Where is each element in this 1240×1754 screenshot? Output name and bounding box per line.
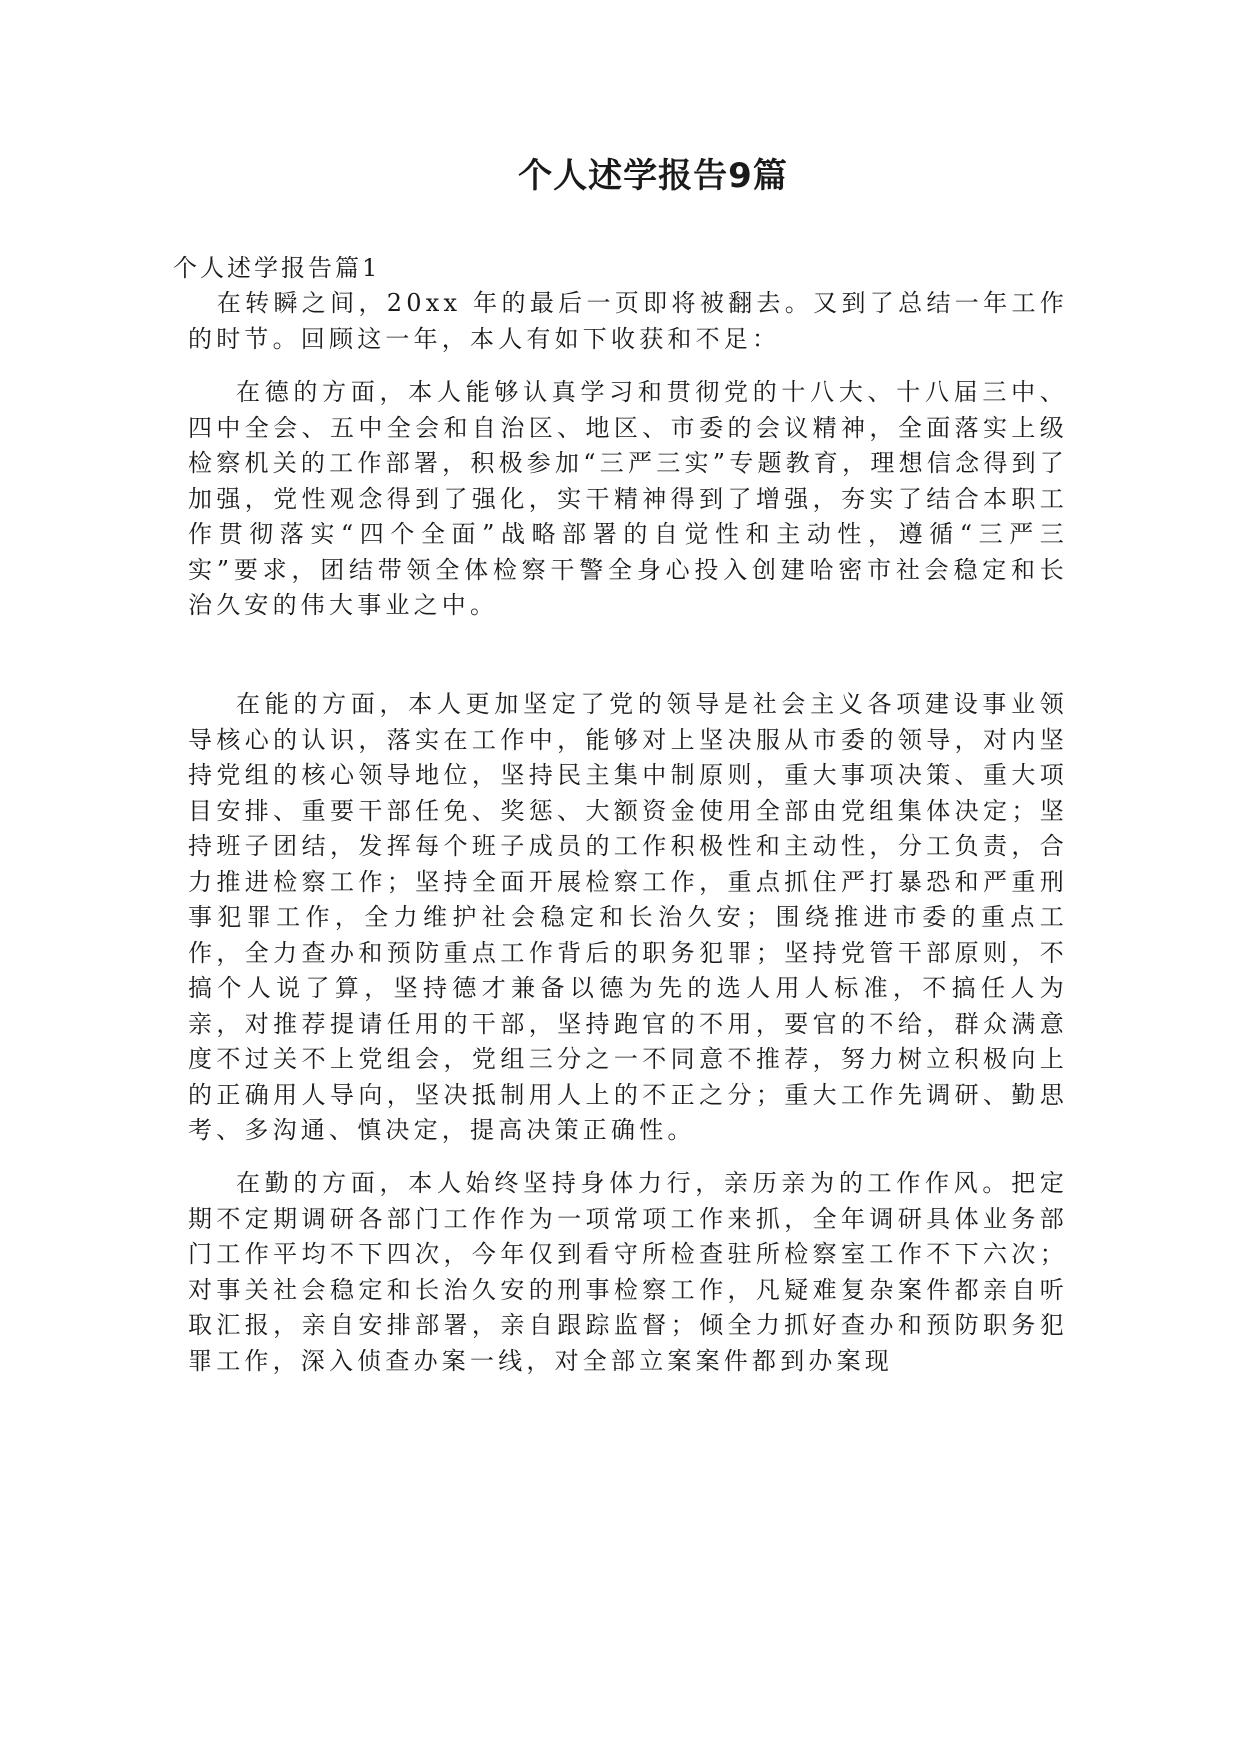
document-title: 个人述学报告9篇 bbox=[518, 156, 788, 196]
paragraph-diligence: 在勤的方面，本人始终坚持身体力行，亲历亲为的工作作风。把定期不定期调研各部门工作作为一项常项工作来抓，全年调研具体业务部门工作平均不下四次，今年仅到看守所检查驻所检察室工作不下六次；对事关社会稳定和长治久安的刑事检察工作，凡疑难复杂案件都亲自听取汇报，亲自安排部署，亲自跟踪监督；倾全力抓好查办和预防职务犯罪工作，深入侦查办案一线，对全部立案案件都到办案现 bbox=[188, 1169, 1068, 1375]
paragraph-ability: 在能的方面，本人更加坚定了党的领导是社会主义各项建设事业领导核心的认识，落实在工作中，能够对上坚决服从市委的领导，对内坚持党组的核心领导地位，坚持民主集中制原则，重大事项决策、重大项目安排、重要干部任免、奖惩、大额资金使用全部由党组集体决定；坚持班子团结，发挥每个班子成员的工作积极性和主动性，分工负责，合力推进检察工作；坚持全面开展检察工作，重点抓住严打暴恐和严重刑事犯罪工作，全力维护社会稳定和长治久安；围绕推进市委的重点工作，全力查办和预防重点工作背后的职务犯罪；坚持党管干部原则，不搞个人说了算，坚持德才兼备以德为先的选人用人标准，不搞任人为亲，对推荐提请任用的干部，坚持跑官的不用，要官的不给，群众满意度不过关不上党组会，党组三分之一不同意不推荐，努力树立积极向上的正确用人导向，坚决抵制用人上的不正之分；重大工作先调研、勤思考、多沟通、慎决定，提高决策正确性。 bbox=[188, 690, 1068, 1144]
section-heading: 个人述学报告篇1 bbox=[173, 254, 381, 282]
paragraph-intro: 在转瞬之间，20xx 年的最后一页即将被翻去。又到了总结一年工作的时节。回顾这一年，本人有如下收获和不足： bbox=[188, 289, 1068, 353]
paragraph-morality: 在德的方面，本人能够认真学习和贯彻党的十八大、十八届三中、四中全会、五中全会和自治区、地区、市委的会议精神，全面落实上级检察机关的工作部署，积极参加“三严三实”专题教育，理想信念得到了加强，党性观念得到了强化，实干精神得到了增强，夯实了结合本职工作贯彻落实“四个全面”战略部署的自觉性和主动性，遵循“三严三实”要求，团结带领全体检察干警全身心投入创建哈密市社会稳定和长治久安的伟大事业之中。 bbox=[188, 378, 1068, 619]
